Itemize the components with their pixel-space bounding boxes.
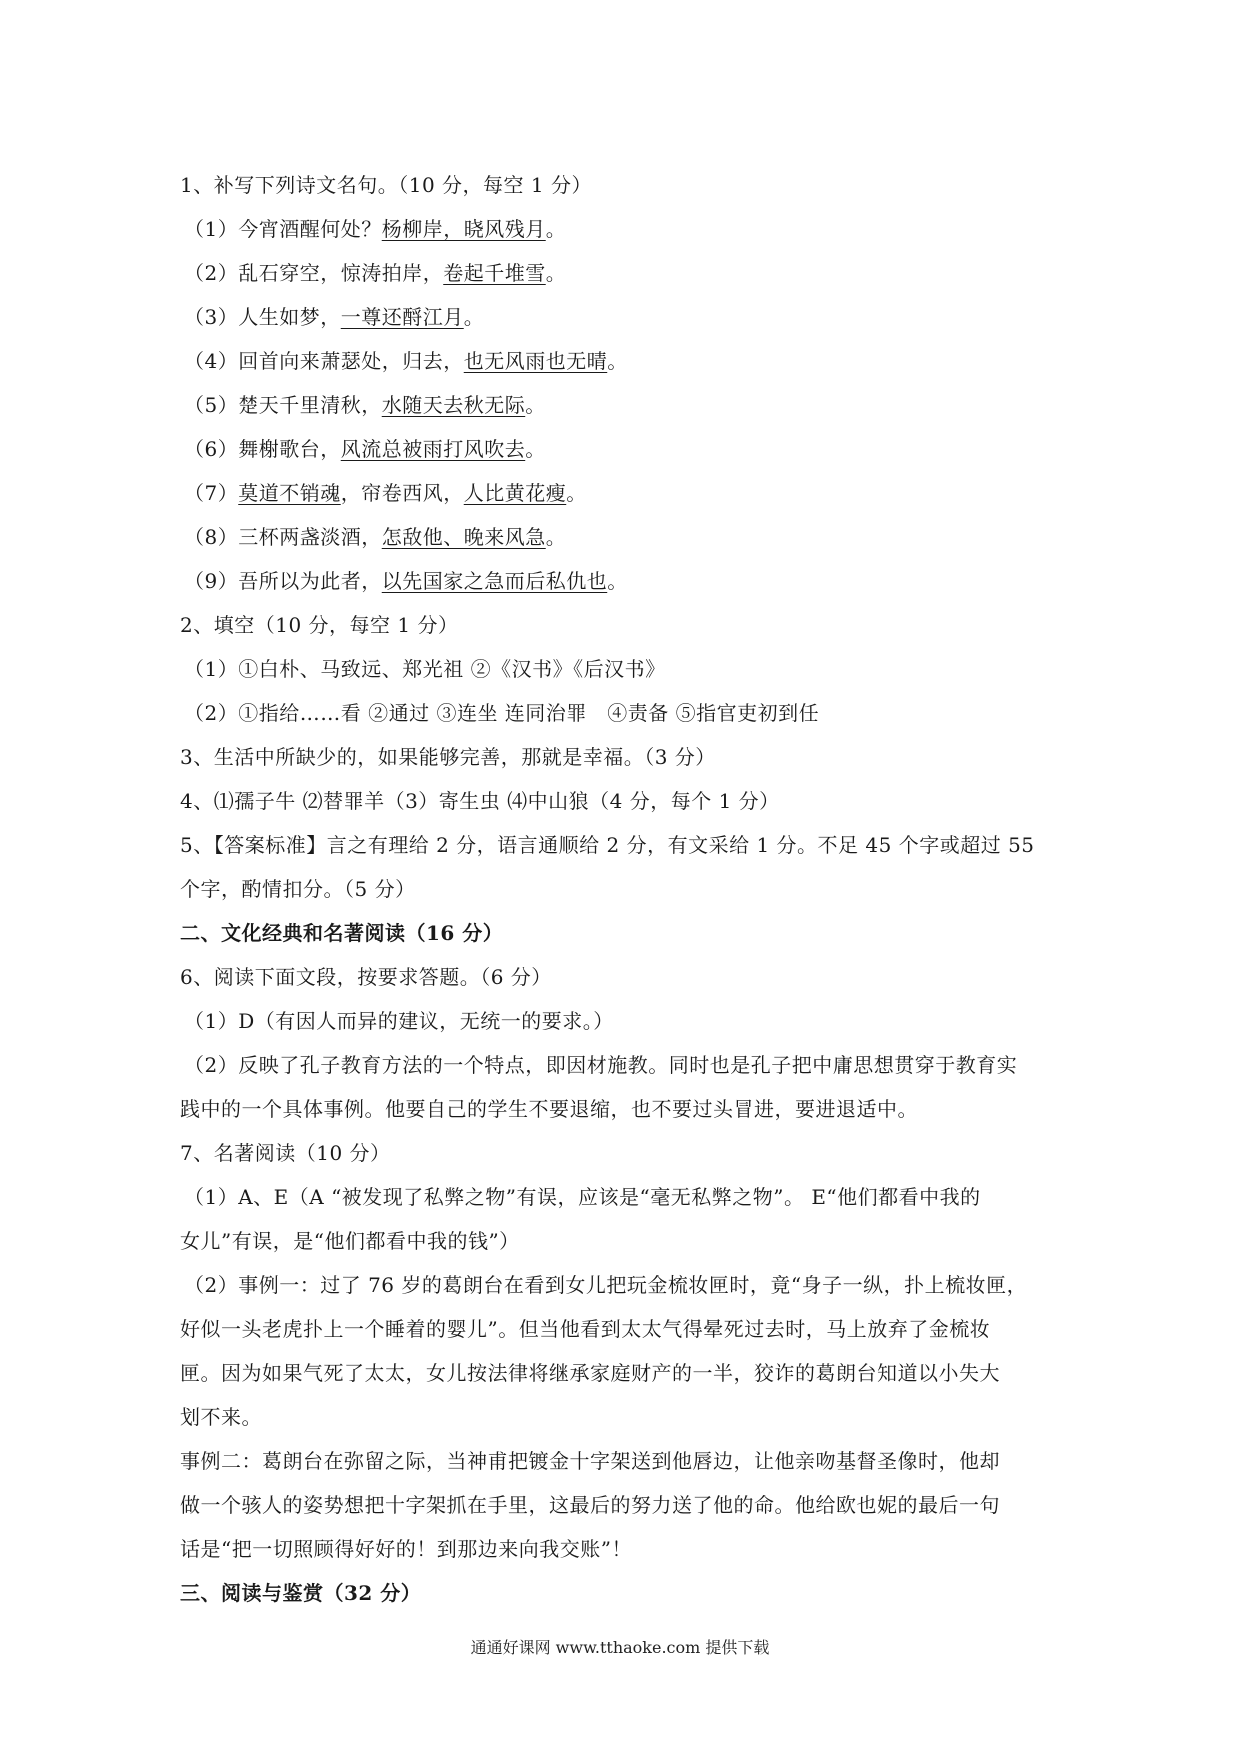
q7-answer-2-line-1: （2）事例一：过了 76 岁的葛朗台在看到女儿把玩金梳妆匣时，竟“身子一纵，扑上梳妆匣， [184,1273,1028,1297]
q2-answer-1: （1）①白朴、马致远、郑光祖 ②《汉书》《后汉书》 [184,657,666,681]
q7-example-2-line-1: 事例二：葛朗台在弥留之际，当神甫把镀金十字架送到他唇边，让他亲吻基督圣像时，他却 [180,1449,1000,1473]
q4-answer: 4、⑴孺子牛 ⑵替罪羊（3）寄生虫 ⑷中山狼（4 分，每个 1 分） [180,789,780,813]
q6-answer-2-line-1: （2）反映了孔子教育方法的一个特点，即因材施教。同时也是孔子把中庸思想贯穿于教育实 [184,1053,1018,1077]
q5-answer-line-2: 个字，酌情扣分。（5 分） [180,877,416,901]
answer-underlined: 莫道不销魂 [238,481,341,505]
page-footer: 通通好课网 www.tthaoke.com 提供下载 [470,1638,770,1657]
answer-underlined: 以先国家之急而后私仇也 [381,569,608,593]
q1-item-4: （4）回首向来萧瑟处，归去，也无风雨也无晴。 [184,349,628,373]
q3-answer: 3、生活中所缺少的，如果能够完善，那就是幸福。（3 分） [180,745,716,769]
q1-item-3: （3）人生如梦，一尊还酹江月。 [184,305,485,329]
q7-answer-2-line-2: 好似一头老虎扑上一个睡着的婴儿”。但当他看到太太气得晕死过去时，马上放弃了金梳妆 [180,1317,991,1341]
q1-title: 1、补写下列诗文名句。（10 分，每空 1 分） [180,173,592,197]
answer-content [180,163,1085,1615]
section-3-heading: 三、阅读与鉴赏（32 分） [180,1581,422,1605]
q7-answer-2-line-3: 匣。因为如果气死了太太，女儿按法律将继承家庭财产的一半，狡诈的葛朗台知道以小失大 [180,1361,1000,1385]
q1-item-9: （9）吾所以为此者，以先国家之急而后私仇也。 [184,569,628,593]
answer-underlined: 卷起千堆雪 [443,261,546,285]
q1-item-7: （7）莫道不销魂，帘卷西风，人比黄花瘦。 [184,481,587,505]
answer-underlined: 杨柳岸，晓风残月 [381,217,546,241]
q7-example-2-line-3: 话是“把一切照顾得好好的！到那边来向我交账”！ [180,1537,632,1561]
q6-title: 6、阅读下面文段，按要求答题。（6 分） [180,965,552,989]
q7-example-2-line-2: 做一个骇人的姿势想把十字架抓在手里，这最后的努力送了他的命。他给欧也妮的最后一句 [180,1493,1000,1517]
q2-title: 2、填空（10 分，每空 1 分） [180,613,459,637]
answer-underlined: 一尊还酹江月 [340,305,464,329]
q1-item-5: （5）楚天千里清秋，水随天去秋无际。 [184,393,546,417]
q1-item-2: （2）乱石穿空，惊涛拍岸，卷起千堆雪。 [184,261,567,285]
answer-underlined: 也无风雨也无晴 [463,349,608,373]
q1-item-6: （6）舞榭歌台，风流总被雨打风吹去。 [184,437,546,461]
q2-answer-2: （2）①指给……看 ②通过 ③连坐 连同治罪 ④责备 ⑤指官吏初到任 [184,701,820,725]
q7-answer-1-line-1: （1）A、E（A “被发现了私弊之物”有误，应该是“毫无私弊之物”。 E“他们都看中我的 [184,1185,981,1209]
section-2-heading: 二、文化经典和名著阅读（16 分） [180,921,504,945]
answer-underlined: 人比黄花瘦 [463,481,567,505]
q7-answer-1-line-2: 女儿”有误，是“他们都看中我的钱”） [180,1229,520,1253]
answer-underlined: 水随天去秋无际 [381,393,526,417]
q7-answer-2-line-4: 划不来。 [180,1405,262,1429]
answer-underlined: 怎敌他、晚来风急 [381,525,546,549]
q5-answer-line-1: 5、【答案标准】言之有理给 2 分，语言通顺给 2 分，有文采给 1 分。不足 45 个字或超过 55 [180,833,1035,857]
q6-answer-2-line-2: 践中的一个具体事例。他要自己的学生不要退缩，也不要过头冒进，要进退适中。 [180,1097,918,1121]
q6-answer-1: （1）D（有因人而异的建议，无统一的要求。） [184,1009,614,1033]
q1-item-1: （1）今宵酒醒何处？杨柳岸，晓风残月。 [184,217,567,241]
answer-underlined: 风流总被雨打风吹去 [340,437,526,461]
q1-item-8: （8）三杯两盏淡酒，怎敌他、晚来风急。 [184,525,567,549]
q7-title: 7、名著阅读（10 分） [180,1141,391,1165]
